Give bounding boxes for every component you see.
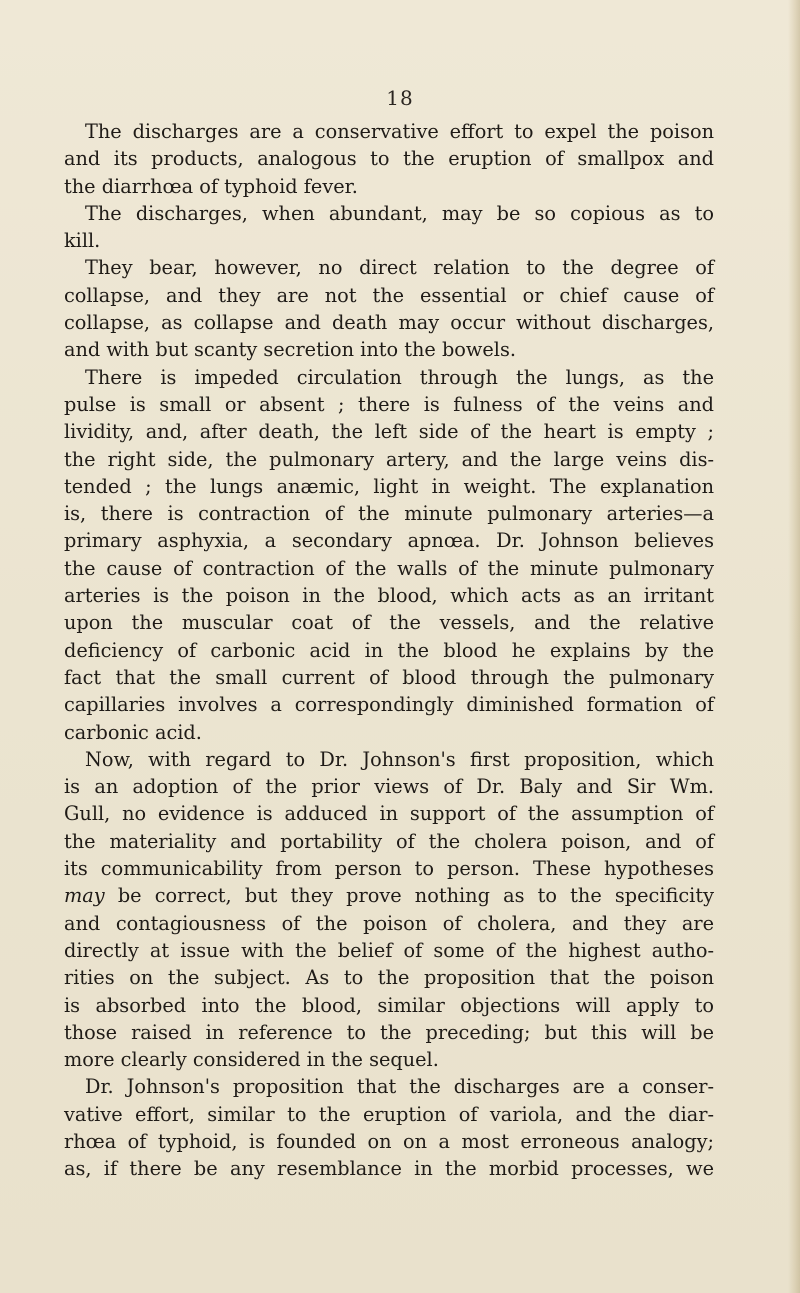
paragraph-1 <box>64 118 714 200</box>
text-line: kill. <box>64 229 101 253</box>
text-line: those raised in reference to the preceding; but this will be <box>64 1020 714 1044</box>
text-line: carbonic acid. <box>64 720 202 744</box>
text-line: is absorbed into the blood, similar objections will apply to <box>64 993 714 1017</box>
text-line: The discharges are a conservative effort to expel the poison <box>85 120 714 143</box>
text-line: the diarrhœa of typhoid fever. <box>64 174 358 198</box>
text-line: Dr. Johnson's proposition that the discharges are a conser- <box>85 1075 714 1099</box>
text-line: the right side, the pulmonary artery, and the large veins dis- <box>64 447 714 471</box>
text-line: There is impeded circulation through the lungs, as the <box>85 365 714 389</box>
text-line: lividity, and, after death, the left side of the heart is empty ; <box>64 420 714 444</box>
text-line: collapse, as collapse and death may occur without discharges, <box>64 311 714 335</box>
text-line: arteries is the poison in the blood, which acts as an irritant <box>64 584 714 608</box>
page-number: 18 <box>386 86 414 110</box>
text-line: pulse is small or absent ; there is fulness of the veins and <box>64 392 714 416</box>
text-line: primary asphyxia, a secondary apnœa. Dr. Johnson believes <box>64 529 714 553</box>
text-line: They bear, however, no direct relation to the degree of <box>85 256 714 280</box>
text-line: the cause of contraction of the walls of the minute pulmonary <box>64 556 714 580</box>
text-line: directly at issue with the belief of some of the highest autho- <box>64 938 714 962</box>
text-line: Gull, no evidence is adduced in support of the assumption of <box>64 802 714 826</box>
text-line: fact that the small current of blood through the pulmonary <box>64 665 714 689</box>
text-line: The discharges, when abundant, may be so copious as to <box>85 201 714 225</box>
text-line: rities on the subject. As to the proposition that the poison <box>64 966 714 990</box>
text-line: and contagiousness of the poison of cholera, and they are <box>64 911 714 935</box>
text-line: upon the muscular coat of the vessels, and the relative <box>64 611 714 635</box>
text-line: as, if there be any resemblance in the morbid processes, we <box>64 1157 714 1181</box>
text-line: is, there is contraction of the minute pulmonary arteries—a <box>64 502 714 526</box>
text-line: and with but scanty secretion into the bowels. <box>64 338 516 362</box>
text-line: rhœa of typhoid, is founded on on a most erroneous analogy; <box>64 1129 714 1153</box>
text-line: the materiality and portability of the cholera poison, and of <box>64 829 714 853</box>
paragraph-6 <box>64 1073 714 1182</box>
text-line: is an adoption of the prior views of Dr. Baly and Sir Wm. <box>64 775 714 799</box>
text-line: vative effort, similar to the eruption of variola, and the diar- <box>64 1102 714 1126</box>
paragraph-3 <box>64 254 714 363</box>
text-line: more clearly considered in the sequel. <box>64 1048 439 1072</box>
paragraph-2 <box>64 200 714 255</box>
text-line-rest: be correct, but they prove nothing as to the specificity <box>104 884 714 908</box>
text-line: deficiency of carbonic acid in the blood he explains by the <box>64 638 714 662</box>
text-line: and its products, analogous to the eruption of smallpox and <box>64 147 714 171</box>
text-line: tended ; the lungs anæmic, light in weight. The explanation <box>64 474 714 498</box>
text-line: collapse, and they are not the essential or chief cause of <box>64 283 714 307</box>
emphasis-may: may <box>64 884 105 908</box>
text-line: Now, with regard to Dr. Johnson's first proposition, which <box>85 747 714 771</box>
paragraph-5 <box>64 746 714 1074</box>
text-line: capillaries involves a correspondingly diminished formation of <box>64 693 714 717</box>
paragraph-4 <box>64 364 714 746</box>
page-edge <box>788 0 800 1293</box>
text-line-with-emphasis <box>64 882 714 909</box>
text-line: its communicability from person to person. These hypotheses <box>64 857 714 881</box>
body-text <box>64 118 714 1183</box>
